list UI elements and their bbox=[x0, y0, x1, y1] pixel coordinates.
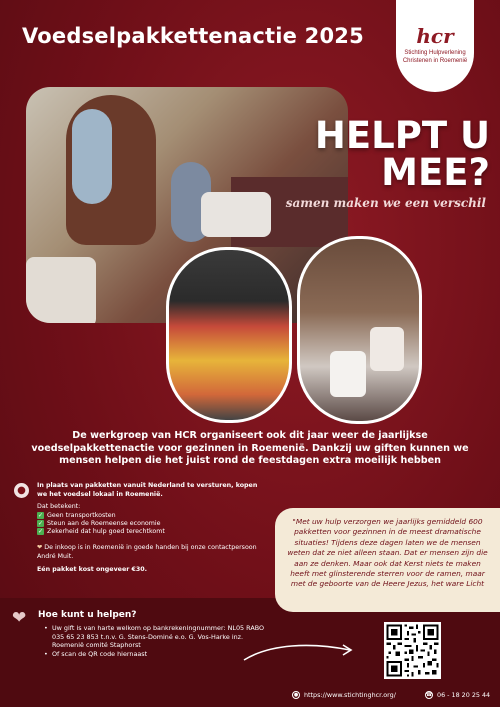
list-item bbox=[37, 528, 165, 536]
purchase-contact-label: De inkoop is in Roemenië in goede handen bij onze contactpersoon André Muit. bbox=[37, 544, 257, 560]
benefit-label: Geen transportkosten bbox=[47, 512, 116, 519]
help-title: Hoe kunt u helpen? bbox=[38, 610, 137, 620]
photo-shape bbox=[201, 192, 271, 237]
photo-shape bbox=[330, 351, 366, 397]
food-packages-photo bbox=[166, 247, 292, 423]
benefit-label: Zekerheid dat hulp goed terechtkomt bbox=[47, 527, 165, 535]
heart-icon: ❤ bbox=[12, 608, 27, 628]
headline bbox=[294, 114, 490, 194]
quote-box: "Met uw hulp verzorgen we jaarlijks gemiddeld 600 pakketten voor gezinnen in de meest dramatische situaties! Tijdens deze dagen laten we de mensen weten dat ze niet alleen staan. Dat er mensen zijn die aan ze denken. Maar ook dat Kerst niets te maken heeft met glinsterende sterren voor de ramen, maar met de geboorte van de Heere Jezus, het ware Licht bbox=[275, 508, 500, 612]
list-item: • Of scan de QR code hiernaast bbox=[44, 650, 264, 659]
headline-line1: HELPT U bbox=[314, 114, 490, 157]
tagline: samen maken we een verschil bbox=[285, 196, 486, 210]
benefits-heading: Dat betekent: bbox=[37, 503, 81, 510]
hcr-logo bbox=[396, 0, 474, 92]
check-icon: ✓ bbox=[37, 512, 44, 520]
photo-shape bbox=[370, 327, 404, 371]
footer-phone[interactable] bbox=[425, 691, 490, 699]
intro-text: De werkgroep van HCR organiseert ook dit jaar weer de jaarlijkse voedselpakkettenactie voor gezinnen in Roemenië. Dankzij uw giften kunnen we mensen helpen die het juist rond de feestdagen extra moeilijk hebben bbox=[31, 430, 469, 466]
heart-icon: ❤ bbox=[37, 544, 43, 551]
page-title: Voedselpakkettenactie 2025 bbox=[22, 24, 364, 48]
logo-mark: hcr bbox=[416, 24, 454, 48]
family-with-bags-photo bbox=[297, 236, 422, 424]
globe-icon: ● bbox=[14, 483, 29, 498]
web-icon: ● bbox=[293, 692, 299, 698]
photo-shape bbox=[26, 257, 96, 323]
qr-code[interactable] bbox=[384, 622, 441, 679]
photo-shape bbox=[72, 109, 112, 204]
local-purchase-text: In plaats van pakketten vanuit Nederland te versturen, kopen we het voedsel lokaal in Roemenië. bbox=[37, 482, 258, 498]
headline-line2: MEE? bbox=[381, 151, 490, 194]
list-item bbox=[37, 520, 165, 528]
list-item bbox=[37, 512, 165, 520]
benefit-label: Steun aan de Roemeense economie bbox=[47, 519, 161, 527]
benefits-list bbox=[37, 512, 165, 535]
check-icon: ✓ bbox=[37, 520, 44, 528]
check-icon: ✓ bbox=[37, 527, 44, 535]
help-list bbox=[44, 624, 264, 658]
phone-number[interactable]: 06 - 18 20 25 44 bbox=[437, 691, 491, 699]
website-link[interactable]: https://www.stichtinghcr.org/ bbox=[304, 691, 396, 699]
footer-website[interactable] bbox=[292, 691, 396, 699]
arrow-icon bbox=[240, 636, 360, 666]
package-cost: Eén pakket kost ongeveer €30. bbox=[37, 566, 148, 573]
list-item: • Uw gift is van harte welkom op bankrekeningnummer: NL05 RABO 035 65 23 853 t.n.v. G. Stens-Dominé e.o. G. Vos-Harke inz. Roemenië comité Staphorst bbox=[44, 624, 264, 650]
phone-icon: ☎ bbox=[426, 692, 433, 698]
logo-text: Stichting Hulpverlening Christenen in Roemenië bbox=[402, 50, 468, 64]
purchase-contact-text bbox=[37, 544, 267, 561]
